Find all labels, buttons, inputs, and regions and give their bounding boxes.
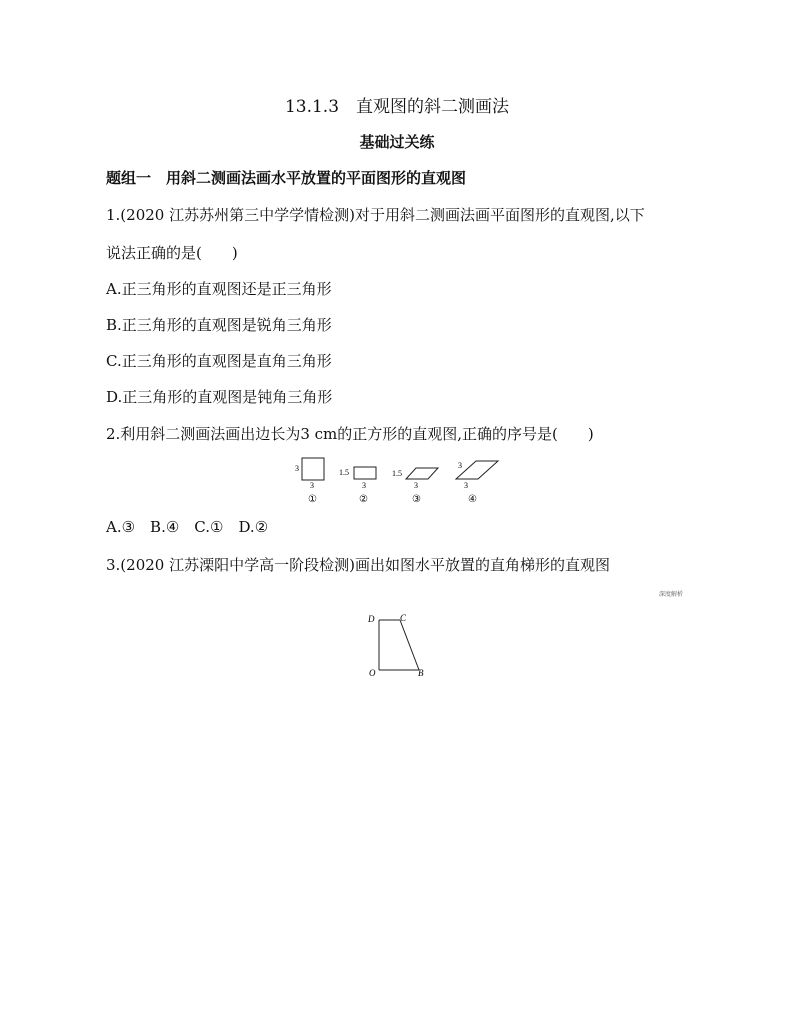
label-o: O	[369, 668, 376, 678]
figure-2-bottom-label: 3	[362, 481, 366, 490]
q2-stem: 2.利用斜二测画法画出边长为3 cm的正方形的直观图,正确的序号是( )	[106, 425, 594, 443]
figure-2-number: ②	[359, 494, 368, 505]
q1-option-a: A.正三角形的直观图还是正三角形	[106, 280, 332, 298]
figure-3	[392, 468, 438, 505]
label-d: D	[368, 614, 375, 624]
q2-figures	[288, 452, 508, 508]
figure-4-number: ④	[468, 494, 477, 505]
figure-2-side-label: 1.5	[339, 468, 349, 477]
figure-4-side-label: 3	[458, 461, 462, 470]
figure-3-number: ③	[412, 494, 421, 505]
q3-stem: 3.(2020 江苏溧阳中学高一阶段检测)画出如图水平放置的直角梯形的直观图	[106, 556, 610, 574]
q1-stem-line2: 说法正确的是( )	[106, 244, 238, 262]
q1-option-c: C.正三角形的直观图是直角三角形	[106, 352, 332, 370]
page-title: 13.1.3 直观图的斜二测画法	[284, 97, 510, 117]
q3-trapezoid-figure	[362, 608, 434, 680]
q1-stem-line1: 1.(2020 江苏苏州第三中学学情检测)对于用斜二测画法画平面图形的直观图,以下	[106, 206, 645, 224]
q3-note: 深度解析	[659, 591, 684, 598]
label-b: B	[418, 668, 424, 678]
q1-option-d: D.正三角形的直观图是钝角三角形	[106, 388, 333, 406]
label-c: C	[400, 613, 407, 623]
figure-4	[456, 461, 498, 505]
group-heading: 题组一 用斜二测画法画水平放置的平面图形的直观图	[106, 169, 467, 187]
figure-4-parallelogram	[456, 461, 498, 479]
figure-2-rectangle	[354, 467, 376, 479]
figure-1-side-label: 3	[295, 464, 299, 473]
figure-1	[295, 458, 324, 505]
edge-cb	[400, 620, 419, 670]
figure-1-bottom-label: 3	[310, 481, 314, 490]
figure-3-side-label: 1.5	[392, 469, 402, 478]
figure-4-bottom-label: 3	[464, 481, 468, 490]
figure-1-square	[302, 458, 324, 480]
section-subtitle: 基础过关练	[359, 133, 435, 151]
figure-3-parallelogram	[406, 468, 438, 479]
q2-options: A.③ B.④ C.① D.②	[106, 518, 269, 536]
q1-option-b: B.正三角形的直观图是锐角三角形	[106, 316, 332, 334]
figure-1-number: ①	[308, 494, 317, 505]
figure-2	[339, 467, 376, 505]
figure-3-bottom-label: 3	[414, 481, 418, 490]
